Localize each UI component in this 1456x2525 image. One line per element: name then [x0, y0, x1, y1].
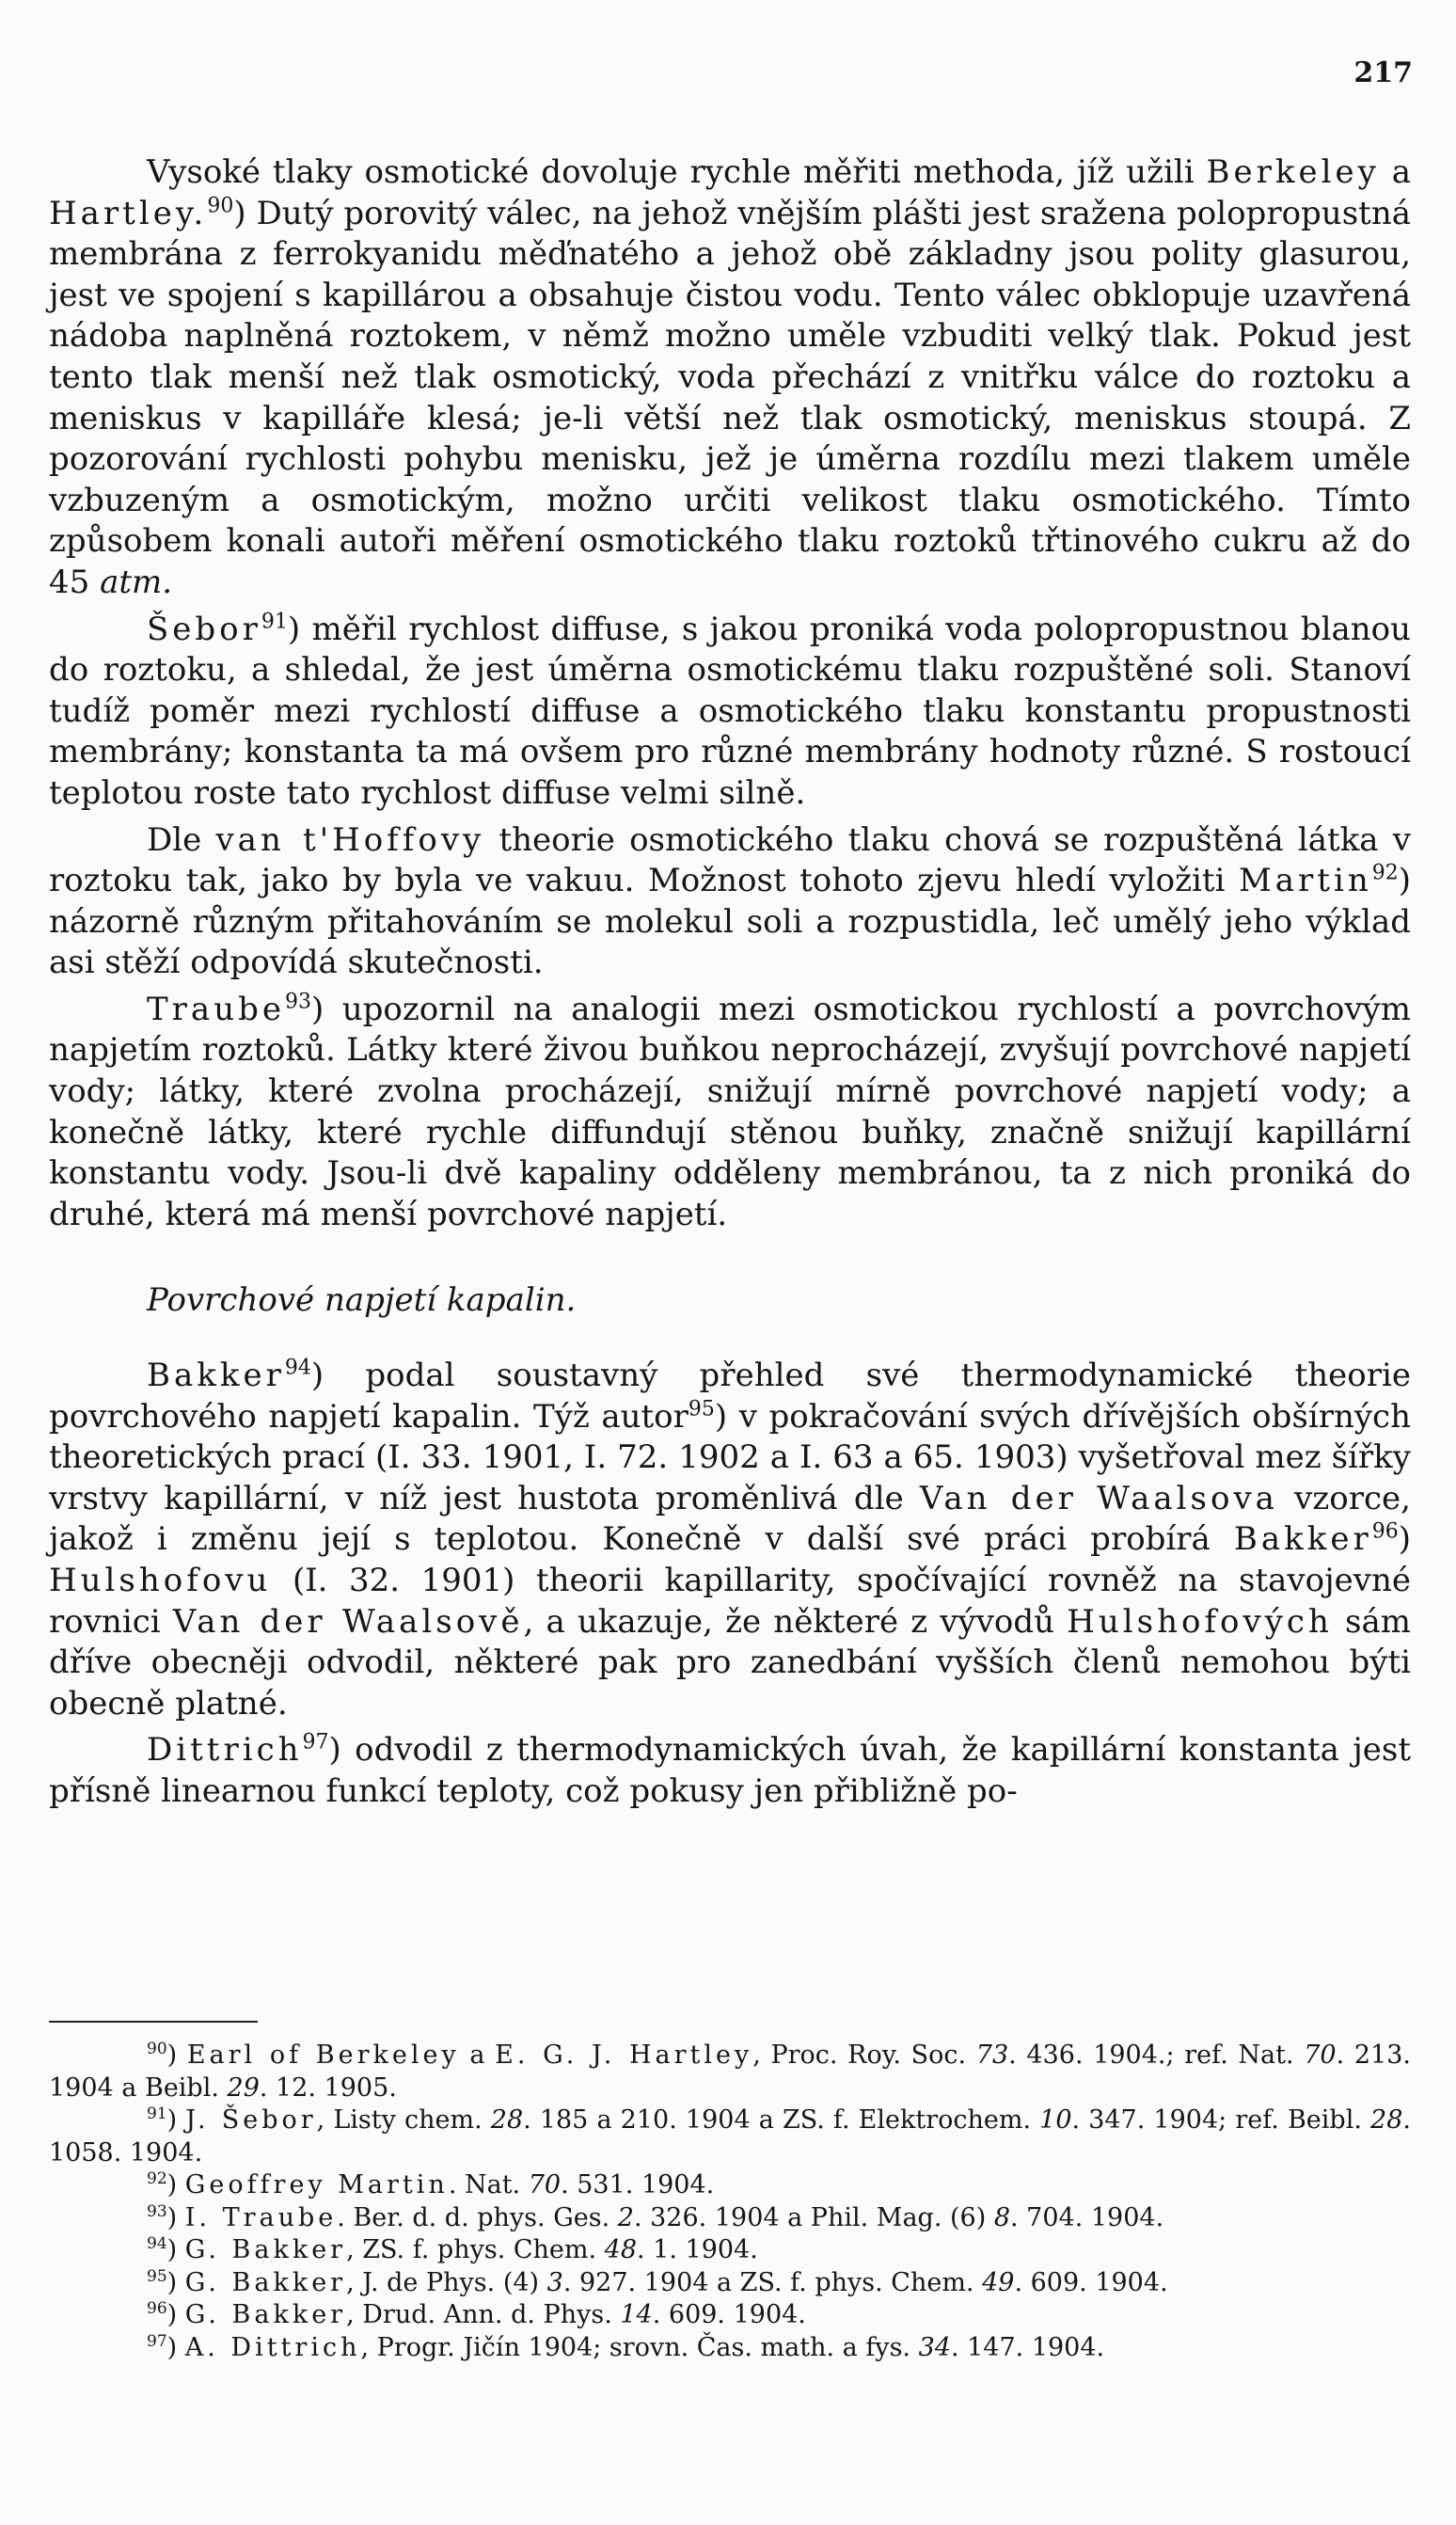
- author-name: J. Šebor: [185, 2105, 317, 2135]
- page-number: 217: [1353, 56, 1413, 89]
- reference-number: 91: [261, 610, 288, 634]
- paragraph: [49, 990, 1411, 1236]
- author-name: G. Bakker: [184, 2300, 347, 2329]
- author-name: E. G. J. Hartley: [495, 2041, 753, 2070]
- text-run: . 12. 1905.: [259, 2072, 397, 2103]
- text-run: 28: [490, 2105, 524, 2135]
- text-run: , J. de Phys. (4): [346, 2267, 547, 2297]
- text-run: 10: [1039, 2105, 1072, 2135]
- text-run: 49: [982, 2267, 1015, 2297]
- text-run: ) měřil rychlost diffuse, s jakou proniká voda polopropustnou blanou do roztoku, a shledal, že jest úměrna osmotickému tlaku rozpuštěné soli. Stanoví tudíž poměr mezi rychlostí diffuse a osmotického tlaku konstantu propustnosti membrány; konstanta ta má ovšem pro různé membrány hodnoty různé. S rostoucí teplotou roste tato rychlost diffuse velmi silně.: [49, 610, 1411, 812]
- text-run: , ZS. f. phys. Chem.: [346, 2235, 605, 2264]
- text-run: 73: [975, 2041, 1009, 2070]
- text-run: atm.: [100, 563, 173, 601]
- text-run: ) Dutý porovitý válec, na jehož vnějším plášti jest sražena polopropustná membrána z ferrokyanidu měďnatého a jehož obě základny jsou polity glasurou, jest ve spojení s kapillárou a obsahuje čistou vodu. Tento válec obklopuje uzavřená nádoba naplněná roztokem, v němž možno uměle vzbuditi velký tlak. Pokud jest tento tlak menší než tlak osmotický, voda přechází z vnitřku válce do roztoku a meniskus v kapilláře klesá; je-li větší než tlak osmotický, meniskus stoupá. Z pozorování rychlosti pohybu menisku, jež je úměrna rozdílu mezi tlakem uměle vzbuzeným a osmotickým, možno určiti velikost tlaku osmotického. Tímto způsobem konali autoři měření osmotického tlaku roztoků třtinového cukru až do 45: [49, 194, 1411, 601]
- text-run: 34: [918, 2332, 951, 2362]
- author-name: Van der Waalsově: [172, 1602, 524, 1641]
- reference-number: 90: [207, 194, 234, 218]
- section-paragraphs: [49, 1356, 1411, 1813]
- text-run: a: [1379, 153, 1412, 191]
- text-run: ): [166, 2041, 187, 2070]
- text-run: vzorce, jakož i změnu její s teplotou. Konečně v další své práci probírá: [49, 1479, 1411, 1559]
- text-run: . 1. 1904.: [637, 2235, 758, 2264]
- footnote-rule: [49, 2021, 258, 2023]
- footnote: [49, 2234, 1411, 2267]
- text-run: ) v pokračování svých dřívějších obšírných theoretických prací (I. 33. 1901, I. 72. 1902 a I. 63 a 65. 1903) vyšetřoval mez šířky vrstvy kapillární, v níž jest hustota proměnlivá dle: [49, 1397, 1411, 1517]
- footnote: [49, 2169, 1411, 2202]
- reference-number: 91: [147, 2104, 167, 2123]
- reference-number: 95: [147, 2266, 167, 2286]
- section-heading: Povrchové napjetí kapalin.: [147, 1281, 577, 1320]
- text-run: . 609. 1904.: [652, 2300, 806, 2329]
- author-name: Van der Waalsova: [919, 1479, 1278, 1517]
- reference-number: 93: [284, 990, 311, 1014]
- text-run: . 436. 1904.; ref. Nat.: [1008, 2041, 1305, 2070]
- text-run: a: [459, 2041, 496, 2070]
- author-name: I. Traube: [184, 2202, 338, 2232]
- reference-number: 96: [1371, 1520, 1399, 1545]
- author-name: Berkeley: [1206, 153, 1380, 191]
- text-run: ) podal soustavný přehled své thermodynamické theorie povrchového napjetí kapalin. Týž autor: [49, 1357, 1411, 1436]
- footnote: [49, 2332, 1411, 2365]
- reference-number: 96: [147, 2299, 167, 2318]
- author-name: Geoffrey Martin: [184, 2170, 449, 2199]
- text-run: 3: [546, 2267, 563, 2297]
- text-run: , Drud. Ann. d. Phys.: [346, 2300, 621, 2329]
- reference-number: 94: [284, 1356, 311, 1380]
- text-run: 2: [617, 2202, 634, 2232]
- text-run: . 704. 1904.: [1010, 2202, 1164, 2232]
- text-run: 29: [227, 2072, 260, 2103]
- paragraphs-before-heading: [49, 152, 1411, 1235]
- paragraph: [49, 1730, 1411, 1812]
- paragraph: [49, 1356, 1411, 1724]
- text-run: ): [166, 2170, 185, 2199]
- text-run: 70: [1304, 2041, 1337, 2070]
- reference-number: 93: [147, 2201, 167, 2221]
- text-run: 48: [604, 2235, 638, 2264]
- text-run: . 326. 1904 a Phil. Mag. (6): [633, 2202, 994, 2232]
- text-run: ) upozornil na analogii mezi osmotickou rychlostí a povrchovým napjetím roztoků. Látky které živou buňkou neprocházejí, zvyšují povrchové napjetí vody; látky, které zvolna procházejí, snižují mírně povrchové napjetí vody; a konečně látky, které rychle diffundují stěnou buňky, značně snižují kapillární konstantu vody. Jsou-li dvě kapaliny odděleny membránou, ta z nich proniká do druhé, která má menší povrchové napjetí.: [49, 990, 1411, 1233]
- text-run: , a ukazuje, že některé z vývodů: [523, 1602, 1068, 1641]
- reference-number: 95: [688, 1397, 715, 1421]
- footnote: [49, 2267, 1411, 2300]
- author-name: Martin: [1238, 862, 1372, 900]
- reference-number: 97: [302, 1731, 329, 1755]
- author-name: Bakker: [147, 1357, 285, 1395]
- text-run: . 927. 1904 a ZS. f. phys. Chem.: [562, 2267, 983, 2297]
- paragraph: [49, 610, 1411, 815]
- footnote: [49, 2299, 1411, 2332]
- footnotes: [49, 2040, 1411, 2364]
- author-name: Šebor: [147, 610, 261, 648]
- text-run: . 147. 1904.: [950, 2332, 1105, 2362]
- footnote: [49, 2104, 1411, 2169]
- footnote: [49, 2202, 1411, 2235]
- text-run: 70: [528, 2170, 562, 2199]
- author-name: Dittrich: [147, 1731, 303, 1770]
- author-name: Hulshofovu: [49, 1562, 272, 1599]
- reference-number: 97: [147, 2331, 167, 2351]
- paragraph: [49, 152, 1411, 604]
- text-run: . Ber. d. d. phys. Ges.: [337, 2202, 618, 2232]
- author-name: Hartley.: [49, 194, 208, 232]
- text-run: ): [166, 2332, 185, 2362]
- text-run: . 185 a 210. 1904 a ZS. f. Elektrochem.: [523, 2105, 1040, 2135]
- text-run: , Listy chem.: [316, 2105, 491, 2135]
- author-name: Earl of Berkeley: [186, 2041, 460, 2070]
- text-run: . 531. 1904.: [561, 2170, 715, 2199]
- reference-number: 92: [1371, 861, 1399, 885]
- main-text: [49, 152, 1411, 1813]
- reference-number: 90: [147, 2040, 167, 2058]
- paragraph: [49, 820, 1411, 984]
- reference-number: 94: [147, 2234, 167, 2253]
- text-run: . 213. 1904 a Beibl.: [49, 2041, 1411, 2103]
- text-run: ) názorně různým přitahováním se molekul soli a rozpustidla, leč umělý jeho výklad asi stěží odpovídá skutečnosti.: [49, 862, 1411, 982]
- reference-number: 92: [147, 2169, 167, 2188]
- text-run: sám dříve obecněji odvodil, některé pak pro zanedbání vyšších členů nemohou býti obecně platné.: [49, 1602, 1411, 1723]
- text-run: ): [166, 2202, 185, 2232]
- text-run: Dle: [147, 820, 216, 859]
- author-name: A. Dittrich: [184, 2332, 361, 2362]
- text-run: ): [166, 2300, 185, 2329]
- text-run: theorie osmotického tlaku chová se rozpuštěná látka v roztoku tak, jako by byla ve vakuu. Možnost tohoto zjevu hledí vyložiti: [49, 820, 1411, 900]
- text-run: , Proc. Roy. Soc.: [752, 2041, 976, 2070]
- author-name: van t'Hoffovy: [215, 820, 485, 859]
- author-name: Traube: [147, 990, 285, 1028]
- text-run: ): [166, 2105, 186, 2135]
- author-name: Hulshofových: [1067, 1602, 1333, 1641]
- text-run: 14: [620, 2300, 653, 2329]
- text-run: , Progr. Jičín 1904; srovn. Čas. math. a fys.: [360, 2332, 919, 2362]
- text-run: (I. 32. 1901) theorii kapillarity, spočívající rovněž na stavojevné rovnici: [49, 1562, 1411, 1641]
- text-run: . Nat.: [448, 2170, 529, 2199]
- text-run: Vysoké tlaky osmotické dovoluje rychle měřiti methoda, jíž užili: [147, 153, 1207, 191]
- footnote: [49, 2040, 1411, 2104]
- text-run: ) odvodil z thermodynamických úvah, že kapillární konstanta jest přísně linearnou funkcí teploty, což pokusy jen přibližně po-: [49, 1731, 1411, 1810]
- text-run: ): [1398, 1520, 1411, 1559]
- author-name: G. Bakker: [184, 2267, 347, 2297]
- text-run: ): [166, 2267, 185, 2297]
- text-run: 28: [1370, 2105, 1403, 2135]
- text-run: . 347. 1904; ref. Beibl.: [1071, 2105, 1371, 2135]
- text-run: 8: [993, 2202, 1011, 2232]
- author-name: Bakker: [1233, 1520, 1372, 1559]
- text-run: . 1058. 1904.: [49, 2105, 1411, 2168]
- text-run: ): [166, 2235, 185, 2264]
- author-name: G. Bakker: [184, 2235, 347, 2264]
- text-run: . 609. 1904.: [1014, 2267, 1168, 2297]
